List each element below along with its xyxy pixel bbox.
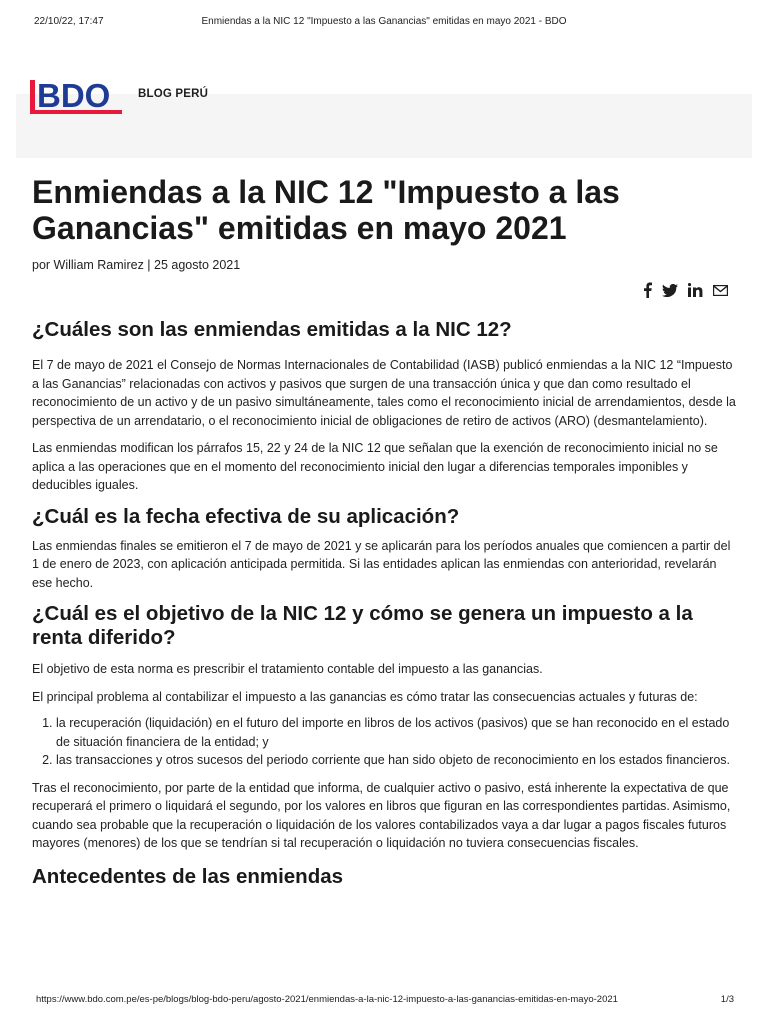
twitter-icon[interactable] — [662, 281, 678, 299]
email-icon[interactable] — [713, 281, 728, 299]
page-number: 1/3 — [720, 994, 734, 1005]
section-heading: ¿Cuál es la fecha efectiva de su aplicación? — [32, 504, 460, 528]
paragraph: Las enmiendas finales se emitieron el 7 de mayo de 2021 y se aplicarán para los períodos anuales que comiencen a partir del 1 de enero de 2023, con aplicación anticipada permitida. Si las entidades aplican las enmiendas con anterioridad, revelarán ese hecho. — [32, 538, 731, 590]
section-heading: Antecedentes de las enmiendas — [32, 864, 344, 888]
consequences-list — [32, 714, 736, 770]
article-title: Enmiendas a la NIC 12 "Impuesto a las Ganancias" emitidas en mayo 2021 — [32, 174, 620, 246]
section-heading: ¿Cuál es el objetivo de la NIC 12 y cómo se genera un impuesto a la renta diferido? — [32, 602, 693, 649]
paragraph: Tras el reconocimiento, por parte de la entidad que informa, de cualquier activo o pasivo, está inherente la expectativa de que recuperará el primero o liquidará el segundo, por los valores en libros que figuran en las correspondientes partidas. Asimismo, cuando sea probable que la recuperación o liquidación de los valores contabilizados vaya a dar lugar a pagos fiscales futuros mayores (menores) de los que se tendrían si tal recuperación o liquidación no tuviera consecuencias fiscales. — [32, 780, 731, 850]
blog-label[interactable]: BLOG PERÚ — [138, 88, 209, 100]
paragraph: El objetivo de esta norma es prescribir el tratamiento contable del impuesto a las ganancias. — [32, 662, 543, 676]
logo-text: BDO — [37, 77, 111, 114]
paragraph: El principal problema al contabilizar el impuesto a las ganancias es cómo tratar las consecuencias actuales y futuras de: — [32, 689, 698, 704]
share-bar — [643, 280, 728, 300]
site-header — [16, 62, 752, 158]
bdo-logo[interactable] — [30, 76, 124, 116]
header-top-band — [16, 62, 752, 94]
list-item: 1. la recuperación (liquidación) en el futuro del importe en libros de los activos (pasivos) que se han reconocido en el estado de situación financiera de la entidad; y — [56, 714, 736, 751]
print-header — [0, 16, 768, 30]
article-byline: por William Ramirez | 25 agosto 2021 — [32, 258, 241, 272]
paragraph: El 7 de mayo de 2021 el Consejo de Normas Internacionales de Contabilidad (IASB) publicó enmiendas a la NIC 12 “Impuesto a las Ganancias” relacionadas con activos y pasivos que surgen de una transacción única y que dan como resultado el reconocimiento de un activo y de un pasivo simultáneamente, tales como el reconocimiento inicial de arrendamientos, desde la perspectiva de un arrendatario, o el reconocimiento inicial de obligaciones de retiro de activos (ARO) (desmantelamiento). — [32, 358, 736, 428]
paragraph: Las enmiendas modifican los párrafos 15, 22 y 24 de la NIC 12 que señalan que la exención de reconocimiento inicial no se aplica a las operaciones que en el momento del reconocimiento inicial den lugar a diferencias temporales imponibles y deducibles iguales. — [32, 441, 718, 492]
print-url: https://www.bdo.com.pe/es-pe/blogs/blog-bdo-peru/agosto-2021/enmiendas-a-la-nic-12-impuesto-a-las-ganancias-emitidas-en-mayo-2021 — [36, 994, 618, 1005]
article-content — [32, 318, 736, 889]
linkedin-icon[interactable] — [688, 281, 703, 299]
facebook-icon[interactable] — [643, 281, 652, 299]
print-document-title: Enmiendas a la NIC 12 "Impuesto a las Ganancias" emitidas en mayo 2021 - BDO — [201, 16, 567, 27]
list-item: 2. las transacciones y otros sucesos del periodo corriente que han sido objeto de reconocimiento en los estados financieros. — [56, 751, 736, 770]
section-heading: ¿Cuáles son las enmiendas emitidas a la NIC 12? — [32, 318, 512, 341]
print-timestamp: 22/10/22, 17:47 — [34, 16, 104, 27]
